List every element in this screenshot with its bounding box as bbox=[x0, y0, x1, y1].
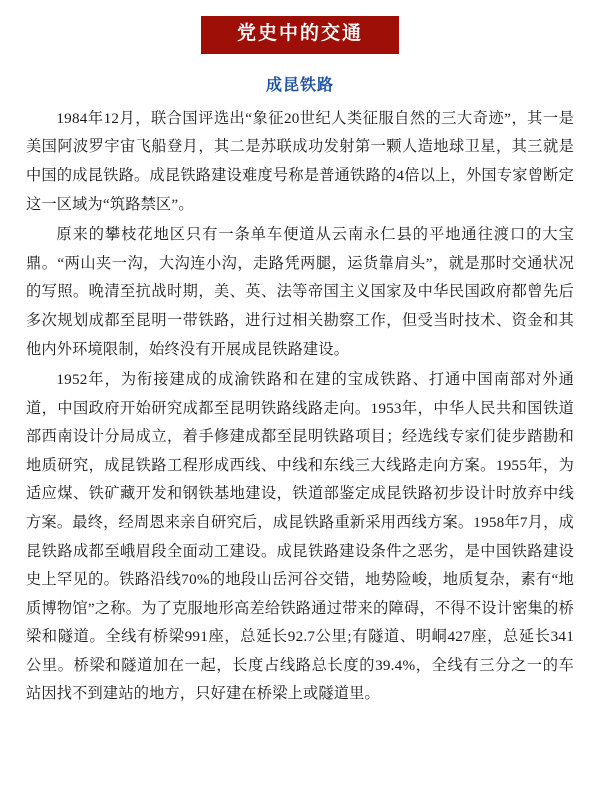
banner-container bbox=[26, 16, 574, 54]
paragraph: 原来的攀枝花地区只有一条单车便道从云南永仁县的平地通往渡口的大宝鼎。“两山夹一沟，大沟连小沟，走路凭两腿，运货靠肩头”，就是那时交通状况的写照。晚清至抗战时期，美、英、法等帝国主义国家及中华民国政府都曾先后多次规划成都至昆明一带铁路，进行过相关勘察工作，但受当时技术、资金和其他内外环境限制，始终没有开展成昆铁路建设。 bbox=[26, 226, 574, 358]
paragraph: 1984年12月，联合国评选出“象征20世纪人类征服自然的三大奇迹”，其一是美国阿波罗宇宙飞船登月，其二是苏联成功发射第一颗人造地球卫星，其三就是中国的成昆铁路。成昆铁路建设难度号称是普通铁路的4倍以上，外国专家曾断定这一区域为“筑路禁区”。 bbox=[26, 109, 574, 213]
paragraph: 1952年，为衔接建成的成渝铁路和在建的宝成铁路、打通中国南部对外通道，中国政府开始研究成都至昆明铁路线路走向。1953年，中华人民共和国铁道部西南设计分局成立，着手修建成都至昆明铁路项目；经选线专家们徒步踏勘和地质研究，成昆铁路工程形成西线、中线和东线三大线路走向方案。1955年，为适应煤、铁矿藏开发和钢铁基地建设，铁道部鉴定成昆铁路初步设计时放弃中线方案。最终，经周恩来亲自研究后，成昆铁路重新采用西线方案。1958年7月，成昆铁路成都至峨眉段全面动工建设。成昆铁路建设条件之恶劣，是中国铁路建设史上罕见的。铁路沿线70%的地段山岳河谷交错，地势险峻，地质复杂，素有“地质博物馆”之称。为了克服地形高差给铁路通过带来的障碍，不得不设计密集的桥梁和隧道。全线有桥梁991座，总延长92.7公里;有隧道、明峒427座，总延长341公里。桥梁和隧道加在一起，长度占线路总长度的39.4%，全线有三分之一的车站因找不到建站的地方，只好建在桥梁上或隧道里。 bbox=[26, 371, 574, 703]
page-title: 党史中的交通 bbox=[201, 16, 399, 54]
article-body bbox=[26, 105, 574, 709]
article-subtitle: 成昆铁路 bbox=[265, 76, 334, 94]
